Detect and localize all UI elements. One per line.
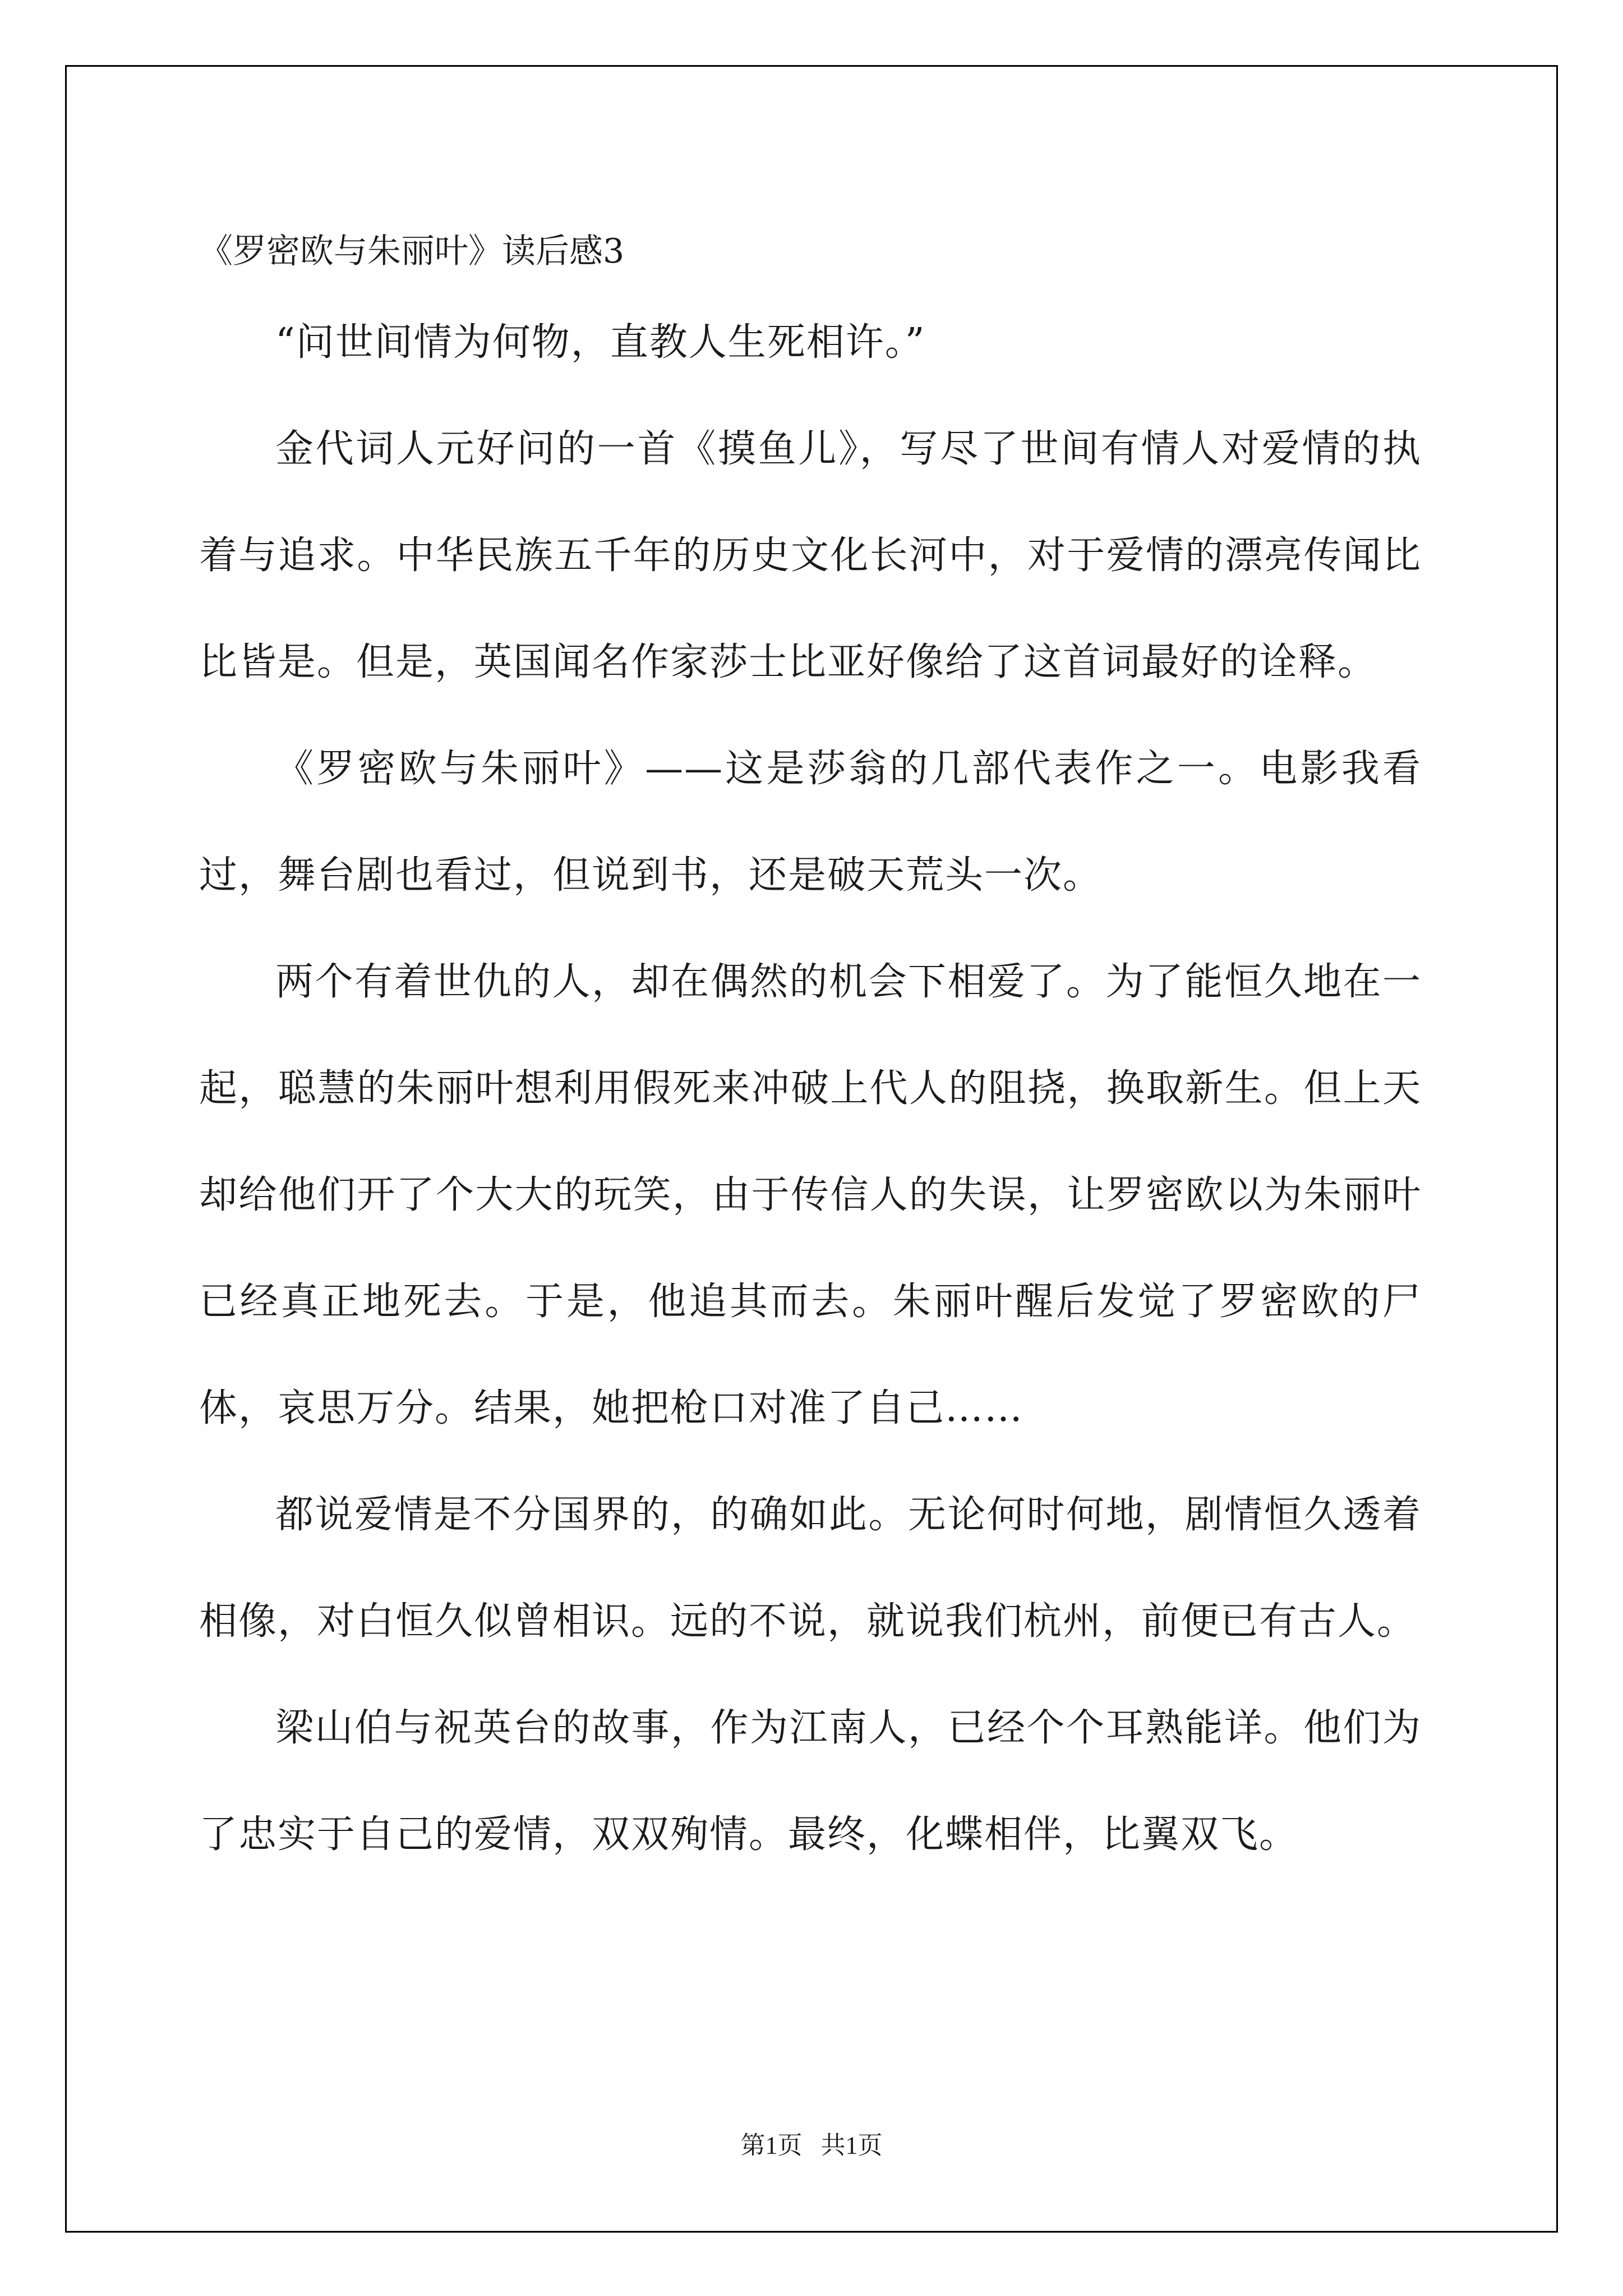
paragraph-quote: “问世间情为何物，直教人生死相许。” — [275, 320, 926, 365]
paragraph-4: 都说爱情是不分国界的，的确如此。无论何时何地，剧情恒久透着相像，对白恒久似曾相识。远的不说，就说我们杭州，前便已有古人。 — [199, 1493, 1422, 1644]
paragraph-1: 金代词人元好问的一首《摸鱼儿》，写尽了世间有情人对爱情的执着与追求。中华民族五千年的历史文化长河中，对于爱情的漂亮传闻比比皆是。但是，英国闻名作家莎士比亚好像给了这首词最好的诠释。 — [199, 427, 1422, 684]
paragraph-5: 梁山伯与祝英台的故事，作为江南人，已经个个耳熟能详。他们为了忠实于自己的爱情，双双殉情。最终，化蝶相伴，比翼双飞。 — [199, 1706, 1422, 1857]
page-number-footer: 第1页 共1页 — [740, 2132, 883, 2159]
paragraph-3: 两个有着世仇的人，却在偶然的机会下相爱了。为了能恒久地在一起，聪慧的朱丽叶想利用假死来冲破上代人的阻挠，换取新生。但上天却给他们开了个大大的玩笑，由于传信人的失误，让罗密欧以为朱丽叶已经真正地死去。于是，他追其而去。朱丽叶醒后发觉了罗密欧的尸体，哀思万分。结果，她把枪口对准了自己…… — [199, 960, 1422, 1430]
document-title: 《罗密欧与朱丽叶》读后感3 — [199, 232, 625, 271]
document-body — [199, 289, 1422, 1888]
paragraph-2: 《罗密欧与朱丽叶》——这是莎翁的几部代表作之一。电影我看过，舞台剧也看过，但说到书，还是破天荒头一次。 — [199, 747, 1422, 898]
